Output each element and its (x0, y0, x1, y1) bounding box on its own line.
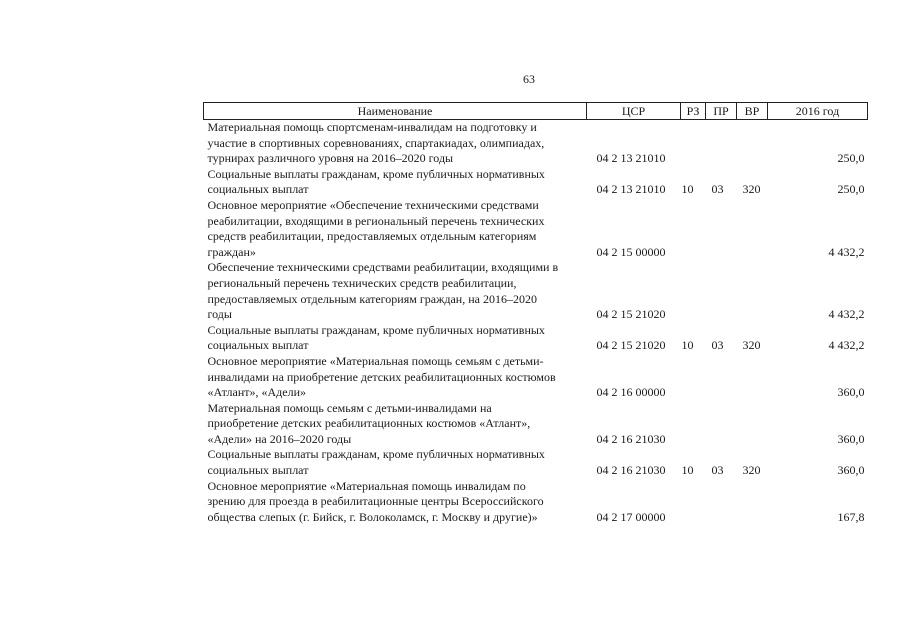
header-vr: ВР (737, 103, 768, 120)
row-csr: 04 2 15 21020 (596, 307, 666, 322)
row-vr (737, 354, 768, 401)
row-csr: 04 2 13 21010 (596, 182, 666, 197)
row-name-line: Основное мероприятие «Обеспечение техническими средствами (207, 197, 539, 212)
table-row (204, 354, 868, 401)
row-rz: 10 (681, 182, 694, 197)
header-name: Наименование (204, 103, 587, 120)
row-pr: 03 (711, 182, 724, 197)
row-pr (706, 354, 737, 401)
row-name-line: Материальная помощь спортсменам-инвалидам на подготовку и (207, 120, 537, 134)
table-row (204, 167, 868, 198)
row-vr (737, 120, 768, 167)
row-amount: 360,0 (837, 385, 865, 400)
row-name (204, 354, 587, 401)
table-row (204, 479, 868, 526)
table-row (204, 447, 868, 478)
row-vr (737, 198, 768, 260)
row-name (204, 198, 587, 260)
row-pr (706, 260, 737, 322)
row-csr: 04 2 16 21030 (596, 463, 666, 478)
row-rz (681, 401, 706, 448)
row-vr (737, 479, 768, 526)
page-number: 63 (523, 72, 535, 86)
row-name-line: Обеспечение техническими средствами реабилитации, входящими в (207, 260, 559, 275)
row-csr: 04 2 16 21030 (596, 431, 666, 446)
row-name-line: инвалидами на приобретение детских реабилитационных костюмов (207, 369, 556, 384)
row-vr: 320 (742, 338, 761, 353)
budget-table (203, 102, 868, 525)
table-row (204, 198, 868, 260)
row-name-line: Социальные выплаты гражданам, кроме публичных нормативных (207, 447, 545, 462)
table-row (204, 401, 868, 448)
row-vr (737, 401, 768, 448)
row-csr: 04 2 13 21010 (596, 151, 666, 166)
row-rz: 10 (681, 338, 694, 353)
row-name-line: Основное мероприятие «Материальная помощь инвалидам по (207, 478, 526, 493)
row-pr (706, 120, 737, 167)
table-row (204, 260, 868, 322)
row-csr: 04 2 17 00000 (596, 509, 666, 524)
row-name-line: Социальные выплаты гражданам, кроме публичных нормативных (207, 322, 545, 337)
row-pr (706, 401, 737, 448)
row-csr: 04 2 15 21020 (596, 338, 666, 353)
row-name-line: социальных выплат (207, 182, 309, 197)
row-name (204, 323, 587, 354)
row-name-line: региональный перечень технических средств реабилитации, (207, 275, 517, 290)
row-amount: 360,0 (837, 463, 865, 478)
row-pr (706, 198, 737, 260)
row-name (204, 479, 587, 526)
table-body (204, 120, 868, 526)
row-rz (681, 479, 706, 526)
row-csr: 04 2 16 00000 (596, 385, 666, 400)
row-rz (681, 198, 706, 260)
row-name-line: реабилитации, входящими в региональный перечень технических (207, 213, 545, 228)
header-rz: РЗ (681, 103, 706, 120)
row-name-line: зрению для проезда в реабилитационные центры Всероссийского (207, 494, 544, 509)
row-name-line: средств реабилитации, предоставляемых отдельным категориям (207, 229, 537, 244)
row-vr (737, 260, 768, 322)
row-amount: 4 432,2 (828, 338, 865, 353)
row-name (204, 447, 587, 478)
row-name-line: участие в спортивных соревнованиях, спартакиадах, олимпиадах, (207, 135, 545, 150)
row-name (204, 260, 587, 322)
table-row (204, 323, 868, 354)
row-amount: 4 432,2 (828, 307, 865, 322)
row-pr (706, 479, 737, 526)
row-amount: 250,0 (837, 151, 865, 166)
header-year: 2016 год (768, 103, 868, 120)
row-name (204, 167, 587, 198)
row-vr: 320 (742, 182, 761, 197)
row-rz: 10 (681, 463, 694, 478)
header-csr: ЦСР (587, 103, 681, 120)
row-name-line: Основное мероприятие «Материальная помощь семьям с детьми- (207, 353, 544, 368)
row-amount: 360,0 (837, 431, 865, 446)
row-name-line: «Атлант», «Адели» (207, 385, 307, 400)
row-name-line: Материальная помощь семьям с детьми-инвалидами на (207, 400, 492, 415)
table-header-row (204, 103, 868, 120)
row-amount: 250,0 (837, 182, 865, 197)
row-name-line: «Адели» на 2016–2020 годы (207, 431, 352, 446)
header-pr: ПР (706, 103, 737, 120)
row-name-line: предоставляемых отдельным категориям граждан, на 2016–2020 (207, 291, 537, 306)
row-rz (681, 260, 706, 322)
row-name-line: приобретение детских реабилитационных костюмов «Атлант», (207, 416, 531, 431)
row-rz (681, 120, 706, 167)
row-name-line: годы (207, 307, 232, 322)
row-name-line: Социальные выплаты гражданам, кроме публичных нормативных (207, 166, 545, 181)
row-name (204, 401, 587, 448)
row-name-line: социальных выплат (207, 463, 309, 478)
row-name (204, 120, 587, 167)
row-name-line: граждан» (207, 244, 256, 259)
row-pr: 03 (711, 463, 724, 478)
row-pr: 03 (711, 338, 724, 353)
row-name-line: общества слепых (г. Бийск, г. Волоколамск, г. Москву и другие)» (207, 509, 538, 524)
row-name-line: социальных выплат (207, 338, 309, 353)
row-amount: 167,8 (837, 509, 865, 524)
row-amount: 4 432,2 (828, 244, 865, 259)
table-row (204, 120, 868, 167)
row-vr: 320 (742, 463, 761, 478)
row-rz (681, 354, 706, 401)
row-csr: 04 2 15 00000 (596, 244, 666, 259)
row-name-line: турнирах различного уровня на 2016–2020 годы (207, 151, 454, 166)
